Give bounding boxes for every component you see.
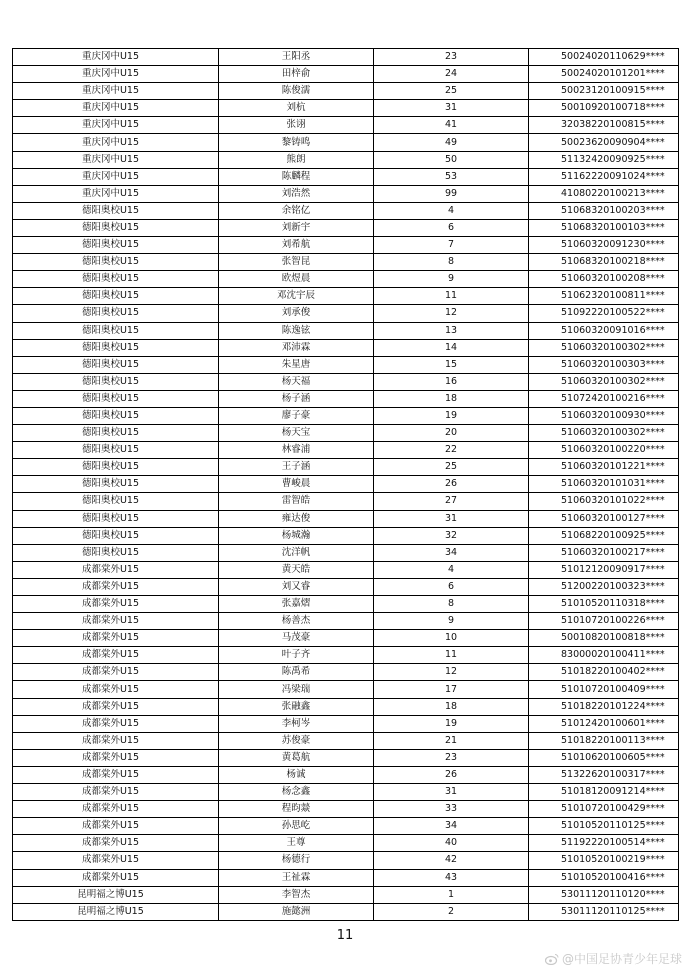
team-cell: 德阳奥校U15 — [13, 425, 219, 442]
id-cell: 51012420100601**** — [529, 715, 679, 732]
number-cell: 42 — [374, 852, 529, 869]
number-cell: 34 — [374, 818, 529, 835]
team-cell: 成都棠外U15 — [13, 613, 219, 630]
number-cell: 18 — [374, 698, 529, 715]
id-cell: 51010720100429**** — [529, 801, 679, 818]
weibo-icon — [545, 953, 559, 965]
name-cell: 刘又睿 — [219, 578, 374, 595]
table-row — [13, 271, 679, 288]
name-cell: 苏俊豪 — [219, 732, 374, 749]
number-cell: 50 — [374, 151, 529, 168]
name-cell: 陈禹希 — [219, 664, 374, 681]
name-cell: 王祉霖 — [219, 869, 374, 886]
team-cell: 德阳奥校U15 — [13, 339, 219, 356]
id-cell: 51060320101031**** — [529, 476, 679, 493]
team-cell: 德阳奥校U15 — [13, 510, 219, 527]
name-cell: 叶子齐 — [219, 647, 374, 664]
id-cell: 41080220100213**** — [529, 185, 679, 202]
id-cell: 51162220091024**** — [529, 168, 679, 185]
number-cell: 18 — [374, 390, 529, 407]
team-cell: 成都棠外U15 — [13, 715, 219, 732]
number-cell: 1 — [374, 886, 529, 903]
id-cell: 50023120100915**** — [529, 83, 679, 100]
name-cell: 沈洋帆 — [219, 544, 374, 561]
id-cell: 53011120110120**** — [529, 886, 679, 903]
number-cell: 16 — [374, 373, 529, 390]
team-cell: 重庆冈中U15 — [13, 49, 219, 66]
team-cell: 成都棠外U15 — [13, 749, 219, 766]
table-row — [13, 835, 679, 852]
id-cell: 51010520100219**** — [529, 852, 679, 869]
name-cell: 刘承俊 — [219, 305, 374, 322]
roster-table-body — [13, 49, 679, 921]
name-cell: 余铭亿 — [219, 202, 374, 219]
name-cell: 杨天宝 — [219, 425, 374, 442]
table-row — [13, 732, 679, 749]
team-cell: 成都棠外U15 — [13, 596, 219, 613]
name-cell: 黎铸鸣 — [219, 134, 374, 151]
id-cell: 51192220100514**** — [529, 835, 679, 852]
name-cell: 廖子豪 — [219, 407, 374, 424]
team-cell: 德阳奥校U15 — [13, 237, 219, 254]
team-cell: 成都棠外U15 — [13, 784, 219, 801]
table-row — [13, 749, 679, 766]
table-row — [13, 852, 679, 869]
team-cell: 重庆冈中U15 — [13, 83, 219, 100]
id-cell: 51068220100925**** — [529, 527, 679, 544]
id-cell: 51010720100226**** — [529, 613, 679, 630]
table-row — [13, 237, 679, 254]
name-cell: 张诩 — [219, 117, 374, 134]
table-row — [13, 339, 679, 356]
team-cell: 昆明福之博U15 — [13, 903, 219, 920]
table-row — [13, 664, 679, 681]
number-cell: 25 — [374, 459, 529, 476]
id-cell: 83000020100411**** — [529, 647, 679, 664]
team-cell: 德阳奥校U15 — [13, 288, 219, 305]
id-cell: 51068320100203**** — [529, 202, 679, 219]
name-cell: 张融鑫 — [219, 698, 374, 715]
table-row — [13, 168, 679, 185]
table-row — [13, 134, 679, 151]
name-cell: 邓沛霖 — [219, 339, 374, 356]
table-row — [13, 66, 679, 83]
table-row — [13, 407, 679, 424]
team-cell: 重庆冈中U15 — [13, 168, 219, 185]
team-cell: 成都棠外U15 — [13, 869, 219, 886]
watermark — [545, 950, 682, 967]
table-row — [13, 356, 679, 373]
table-row — [13, 185, 679, 202]
name-cell: 李智杰 — [219, 886, 374, 903]
id-cell: 51060320100220**** — [529, 442, 679, 459]
team-cell: 德阳奥校U15 — [13, 271, 219, 288]
number-cell: 25 — [374, 83, 529, 100]
team-cell: 德阳奥校U15 — [13, 254, 219, 271]
id-cell: 50024020101201**** — [529, 66, 679, 83]
name-cell: 王阳丞 — [219, 49, 374, 66]
table-row — [13, 322, 679, 339]
id-cell: 51018120091214**** — [529, 784, 679, 801]
table-row — [13, 219, 679, 236]
table-row — [13, 613, 679, 630]
table-row — [13, 886, 679, 903]
number-cell: 27 — [374, 493, 529, 510]
name-cell: 黄葛航 — [219, 749, 374, 766]
name-cell: 杨城瀚 — [219, 527, 374, 544]
team-cell: 成都棠外U15 — [13, 681, 219, 698]
team-cell: 成都棠外U15 — [13, 561, 219, 578]
number-cell: 11 — [374, 288, 529, 305]
table-row — [13, 510, 679, 527]
table-row — [13, 784, 679, 801]
number-cell: 26 — [374, 766, 529, 783]
table-row — [13, 390, 679, 407]
number-cell: 12 — [374, 664, 529, 681]
number-cell: 41 — [374, 117, 529, 134]
team-cell: 成都棠外U15 — [13, 698, 219, 715]
team-cell: 德阳奥校U15 — [13, 544, 219, 561]
id-cell: 51200220100323**** — [529, 578, 679, 595]
team-cell: 德阳奥校U15 — [13, 356, 219, 373]
id-cell: 51322620100317**** — [529, 766, 679, 783]
watermark-text: @中国足协青少年足球 — [561, 952, 682, 966]
table-row — [13, 459, 679, 476]
team-cell: 德阳奥校U15 — [13, 202, 219, 219]
name-cell: 杨念鑫 — [219, 784, 374, 801]
id-cell: 51010520110318**** — [529, 596, 679, 613]
table-row — [13, 117, 679, 134]
id-cell: 51060320091016**** — [529, 322, 679, 339]
team-cell: 德阳奥校U15 — [13, 219, 219, 236]
number-cell: 31 — [374, 100, 529, 117]
team-cell: 德阳奥校U15 — [13, 407, 219, 424]
name-cell: 杨天福 — [219, 373, 374, 390]
table-row — [13, 630, 679, 647]
team-cell: 重庆冈中U15 — [13, 66, 219, 83]
team-cell: 德阳奥校U15 — [13, 442, 219, 459]
id-cell: 51018220101224**** — [529, 698, 679, 715]
name-cell: 杨诚 — [219, 766, 374, 783]
number-cell: 43 — [374, 869, 529, 886]
id-cell: 51060320100302**** — [529, 339, 679, 356]
number-cell: 13 — [374, 322, 529, 339]
number-cell: 9 — [374, 271, 529, 288]
id-cell: 50010920100718**** — [529, 100, 679, 117]
name-cell: 程昀燚 — [219, 801, 374, 818]
name-cell: 刘杭 — [219, 100, 374, 117]
number-cell: 33 — [374, 801, 529, 818]
table-row — [13, 818, 679, 835]
number-cell: 19 — [374, 407, 529, 424]
team-cell: 德阳奥校U15 — [13, 305, 219, 322]
player-roster-table — [12, 48, 679, 921]
id-cell: 51018220100402**** — [529, 664, 679, 681]
name-cell: 杨子涵 — [219, 390, 374, 407]
table-row — [13, 544, 679, 561]
team-cell: 重庆冈中U15 — [13, 100, 219, 117]
table-row — [13, 254, 679, 271]
table-row — [13, 493, 679, 510]
table-row — [13, 373, 679, 390]
team-cell: 成都棠外U15 — [13, 732, 219, 749]
name-cell: 张嘉熠 — [219, 596, 374, 613]
number-cell: 2 — [374, 903, 529, 920]
name-cell: 刘希航 — [219, 237, 374, 254]
table-row — [13, 202, 679, 219]
table-row — [13, 698, 679, 715]
id-cell: 51068320100103**** — [529, 219, 679, 236]
name-cell: 田梓俞 — [219, 66, 374, 83]
id-cell: 50024020110629**** — [529, 49, 679, 66]
number-cell: 20 — [374, 425, 529, 442]
table-row — [13, 100, 679, 117]
team-cell: 重庆冈中U15 — [13, 117, 219, 134]
team-cell: 成都棠外U15 — [13, 818, 219, 835]
team-cell: 德阳奥校U15 — [13, 390, 219, 407]
team-cell: 德阳奥校U15 — [13, 322, 219, 339]
name-cell: 李柯岑 — [219, 715, 374, 732]
team-cell: 成都棠外U15 — [13, 664, 219, 681]
number-cell: 8 — [374, 254, 529, 271]
team-cell: 德阳奥校U15 — [13, 459, 219, 476]
number-cell: 26 — [374, 476, 529, 493]
table-row — [13, 715, 679, 732]
name-cell: 雷智皓 — [219, 493, 374, 510]
number-cell: 11 — [374, 647, 529, 664]
id-cell: 50023620090904**** — [529, 134, 679, 151]
id-cell: 51010520110125**** — [529, 818, 679, 835]
table-row — [13, 681, 679, 698]
id-cell: 51012120090917**** — [529, 561, 679, 578]
number-cell: 34 — [374, 544, 529, 561]
table-row — [13, 869, 679, 886]
id-cell: 51060320091230**** — [529, 237, 679, 254]
id-cell: 51060320101221**** — [529, 459, 679, 476]
name-cell: 朱星唐 — [219, 356, 374, 373]
number-cell: 19 — [374, 715, 529, 732]
name-cell: 孙思屹 — [219, 818, 374, 835]
table-row — [13, 425, 679, 442]
page-number: 11 — [336, 928, 354, 943]
table-row — [13, 476, 679, 493]
id-cell: 51068320100218**** — [529, 254, 679, 271]
id-cell: 51060320100302**** — [529, 425, 679, 442]
team-cell: 德阳奥校U15 — [13, 373, 219, 390]
id-cell: 51072420100216**** — [529, 390, 679, 407]
number-cell: 99 — [374, 185, 529, 202]
name-cell: 马茂豪 — [219, 630, 374, 647]
id-cell: 51060320100127**** — [529, 510, 679, 527]
number-cell: 21 — [374, 732, 529, 749]
id-cell: 51018220100113**** — [529, 732, 679, 749]
number-cell: 4 — [374, 202, 529, 219]
name-cell: 黄天皓 — [219, 561, 374, 578]
name-cell: 欧煜晨 — [219, 271, 374, 288]
team-cell: 德阳奥校U15 — [13, 493, 219, 510]
name-cell: 杨善杰 — [219, 613, 374, 630]
table-row — [13, 49, 679, 66]
id-cell: 51060320100930**** — [529, 407, 679, 424]
name-cell: 冯梁瑞 — [219, 681, 374, 698]
team-cell: 成都棠外U15 — [13, 766, 219, 783]
number-cell: 9 — [374, 613, 529, 630]
table-row — [13, 288, 679, 305]
id-cell: 53011120110125**** — [529, 903, 679, 920]
team-cell: 重庆冈中U15 — [13, 134, 219, 151]
number-cell: 40 — [374, 835, 529, 852]
number-cell: 53 — [374, 168, 529, 185]
table-row — [13, 83, 679, 100]
number-cell: 4 — [374, 561, 529, 578]
table-row — [13, 903, 679, 920]
id-cell: 51060320100217**** — [529, 544, 679, 561]
team-cell: 昆明福之博U15 — [13, 886, 219, 903]
name-cell: 陈俊濡 — [219, 83, 374, 100]
number-cell: 7 — [374, 237, 529, 254]
name-cell: 陈麟程 — [219, 168, 374, 185]
team-cell: 重庆冈中U15 — [13, 185, 219, 202]
number-cell: 14 — [374, 339, 529, 356]
name-cell: 杨德行 — [219, 852, 374, 869]
name-cell: 施懿洲 — [219, 903, 374, 920]
id-cell: 51060320100303**** — [529, 356, 679, 373]
id-cell: 51010720100409**** — [529, 681, 679, 698]
name-cell: 林睿浦 — [219, 442, 374, 459]
id-cell: 50010820100818**** — [529, 630, 679, 647]
team-cell: 成都棠外U15 — [13, 835, 219, 852]
team-cell: 德阳奥校U15 — [13, 476, 219, 493]
id-cell: 51092220100522**** — [529, 305, 679, 322]
number-cell: 23 — [374, 49, 529, 66]
number-cell: 10 — [374, 630, 529, 647]
number-cell: 6 — [374, 578, 529, 595]
id-cell: 51010620100605**** — [529, 749, 679, 766]
table-row — [13, 151, 679, 168]
name-cell: 雍达俊 — [219, 510, 374, 527]
id-cell: 51060320100208**** — [529, 271, 679, 288]
id-cell: 51132420090925**** — [529, 151, 679, 168]
id-cell: 51060320100302**** — [529, 373, 679, 390]
number-cell: 8 — [374, 596, 529, 613]
name-cell: 邓沈宇辰 — [219, 288, 374, 305]
table-row — [13, 442, 679, 459]
team-cell: 成都棠外U15 — [13, 647, 219, 664]
number-cell: 31 — [374, 510, 529, 527]
number-cell: 17 — [374, 681, 529, 698]
team-cell: 成都棠外U15 — [13, 578, 219, 595]
name-cell: 刘新宇 — [219, 219, 374, 236]
id-cell: 51060320101022**** — [529, 493, 679, 510]
number-cell: 32 — [374, 527, 529, 544]
table-row — [13, 766, 679, 783]
team-cell: 成都棠外U15 — [13, 630, 219, 647]
name-cell: 曹峻晨 — [219, 476, 374, 493]
number-cell: 12 — [374, 305, 529, 322]
id-cell: 51062320100811**** — [529, 288, 679, 305]
table-row — [13, 578, 679, 595]
number-cell: 22 — [374, 442, 529, 459]
number-cell: 6 — [374, 219, 529, 236]
number-cell: 24 — [374, 66, 529, 83]
table-row — [13, 305, 679, 322]
number-cell: 23 — [374, 749, 529, 766]
table-row — [13, 596, 679, 613]
table-row — [13, 527, 679, 544]
name-cell: 王子涵 — [219, 459, 374, 476]
name-cell: 王尊 — [219, 835, 374, 852]
number-cell: 49 — [374, 134, 529, 151]
team-cell: 德阳奥校U15 — [13, 527, 219, 544]
name-cell: 陈逸铉 — [219, 322, 374, 339]
id-cell: 32038220100815**** — [529, 117, 679, 134]
table-row — [13, 801, 679, 818]
number-cell: 15 — [374, 356, 529, 373]
name-cell: 张智昆 — [219, 254, 374, 271]
team-cell: 重庆冈中U15 — [13, 151, 219, 168]
team-cell: 成都棠外U15 — [13, 801, 219, 818]
team-cell: 成都棠外U15 — [13, 852, 219, 869]
id-cell: 51010520100416**** — [529, 869, 679, 886]
table-row — [13, 647, 679, 664]
name-cell: 熊朗 — [219, 151, 374, 168]
name-cell: 刘浩然 — [219, 185, 374, 202]
table-row — [13, 561, 679, 578]
number-cell: 31 — [374, 784, 529, 801]
